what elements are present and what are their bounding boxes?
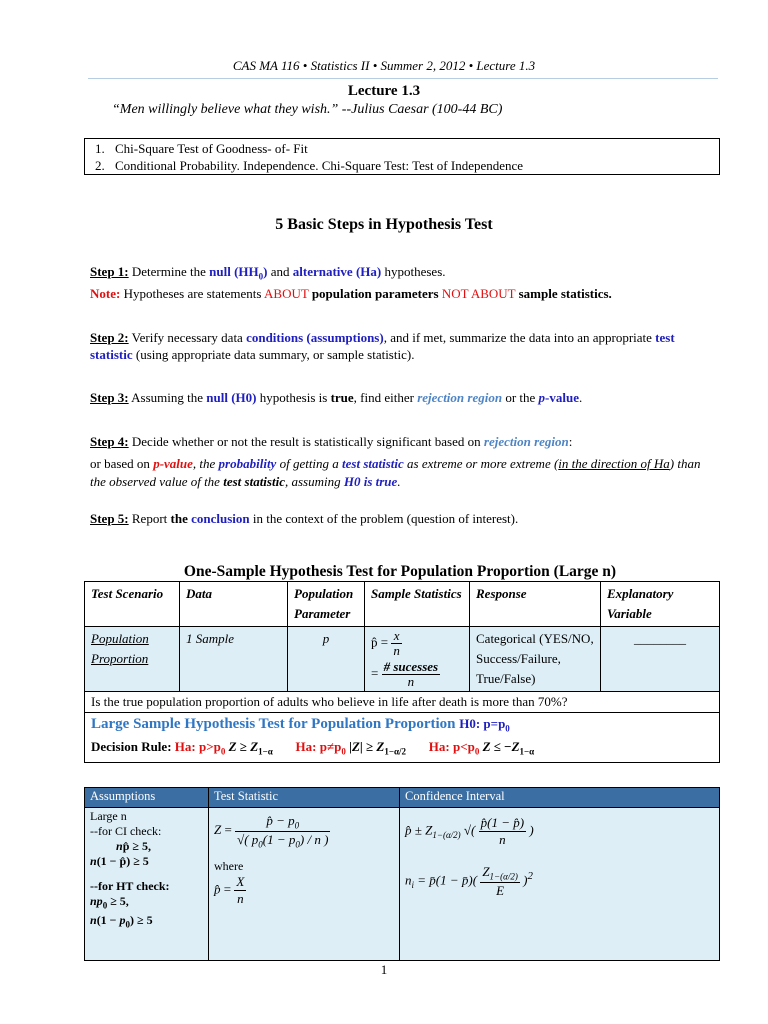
data-cell: 1 Sample bbox=[180, 627, 288, 692]
formula-row bbox=[85, 808, 720, 961]
header-rule bbox=[88, 78, 718, 79]
step-4-continued: or based on p-value, the probability of getting a test statistic as extreme or more extreme (in the direction of Ha) than the observed value of the test statistic, assuming H0 is true. bbox=[90, 456, 701, 489]
question-row bbox=[85, 692, 720, 713]
page-header: CAS MA 116 • Statistics II • Summer 2, 2012 • Lecture 1.3 bbox=[232, 58, 536, 73]
header-cell: Confidence Interval bbox=[400, 788, 720, 808]
header-cell: Population Parameter bbox=[288, 582, 365, 627]
formula-header-row bbox=[85, 788, 720, 808]
header-cell: Test Statistic bbox=[209, 788, 400, 808]
quote: “Men willingly believe what they wish.” --Julius Caesar (100-44 BC) bbox=[112, 102, 503, 117]
table-row bbox=[85, 627, 720, 692]
step-5: Step 5: Report the conclusion in the context of the problem (question of interest). bbox=[90, 511, 519, 526]
large-sample-row: Large Sample Hypothesis Test for Population Proportion H0: $p=p_0$ Decision Rule: Ha: $p>p_0$ $Z \ge Z_{1-\alpha}$ Ha: $p\ne p_0$ $|Z| \ge Z_{1-\alpha/2}$ Ha: $p<p_0$ $Z \le -Z_{1-\alpha}$ bbox=[85, 713, 720, 763]
header-cell: Explanatory Variable bbox=[601, 582, 720, 627]
assumptions-cell: Large n --for CI check: np̂ ≥ 5, n(1 − p̂) ≥ 5 --for HT check: $np_0 \ge 5$, $n(1 - p_0) \ge 5$ bbox=[85, 808, 209, 961]
scenario-cell: Population Proportion bbox=[85, 627, 180, 692]
header-cell: Response bbox=[470, 582, 601, 627]
topic-item: 2. Conditional Probability. Independence. Chi-Square Test: Test of Independence bbox=[95, 158, 524, 173]
question-cell: Is the true population proportion of adults who believe in life after death is more than 70%? bbox=[85, 692, 720, 713]
formula-table bbox=[84, 787, 720, 961]
decision-rule-label: Decision Rule: bbox=[91, 738, 172, 754]
page-number: 1 bbox=[380, 962, 388, 977]
explanatory-cell: ________ bbox=[601, 627, 720, 692]
header-cell: Data bbox=[180, 582, 288, 627]
header-cell: Assumptions bbox=[85, 788, 209, 808]
header-cell: Sample Statistics bbox=[365, 582, 470, 627]
step-4: Step 4: Decide whether or not the result is statistically significant based on rejection region: bbox=[90, 434, 573, 449]
table1-title: One-Sample Hypothesis Test for Population Proportion (Large n) bbox=[183, 563, 617, 580]
step-1: Step 1: Determine the null $(HH_0)$ and alternative (Ha) hypotheses. bbox=[90, 264, 446, 282]
topic-item: 1. Chi-Square Test of Goodness- of- Fit bbox=[95, 141, 308, 156]
large-sample-title: Large Sample Hypothesis Test for Population Proportion bbox=[91, 716, 456, 732]
stat-cell: p̂ = $\frac{x}{n}$ = $\frac{\text{\# sucesses}}{n}$ bbox=[365, 627, 470, 692]
response-cell: Categorical (YES/NO, Success/Failure, True/False) bbox=[470, 627, 601, 692]
lecture-title: Lecture 1.3 bbox=[347, 83, 421, 99]
step-3: Step 3: Assuming the null (H0) hypothesis is true, find either rejection region or the p-value. bbox=[90, 390, 583, 405]
test-statistic-cell: Z = $\frac{p̂ - p_0}{√( p_0(1 - p_0) / n )}$ where p̂ = $\frac{X}{n}$ bbox=[209, 808, 400, 961]
table-header-row bbox=[85, 582, 720, 627]
topics-box bbox=[84, 138, 720, 175]
note: Note: Hypotheses are statements ABOUT population parameters NOT ABOUT sample statistics. bbox=[90, 286, 612, 301]
param-cell: p bbox=[288, 627, 365, 692]
step-2: Step 2: Verify necessary data conditions (assumptions), and if met, summarize the data into an appropriate test statistic (using appropriate data summary, or sample statistic). bbox=[90, 330, 675, 362]
confidence-interval-cell: p̂ ± $Z_{1-(\alpha/2)}$ √( $\frac{p̂(1 - p̂)}{n}$ ) $n_i$ = p̄(1 − p̄)( $\frac{Z_{1-(\alpha/2)}}{E}$ )$^2$ bbox=[400, 808, 720, 961]
header-cell: Test Scenario bbox=[85, 582, 180, 627]
section-title: 5 Basic Steps in Hypothesis Test bbox=[275, 216, 493, 233]
one-sample-test-table bbox=[84, 581, 720, 763]
